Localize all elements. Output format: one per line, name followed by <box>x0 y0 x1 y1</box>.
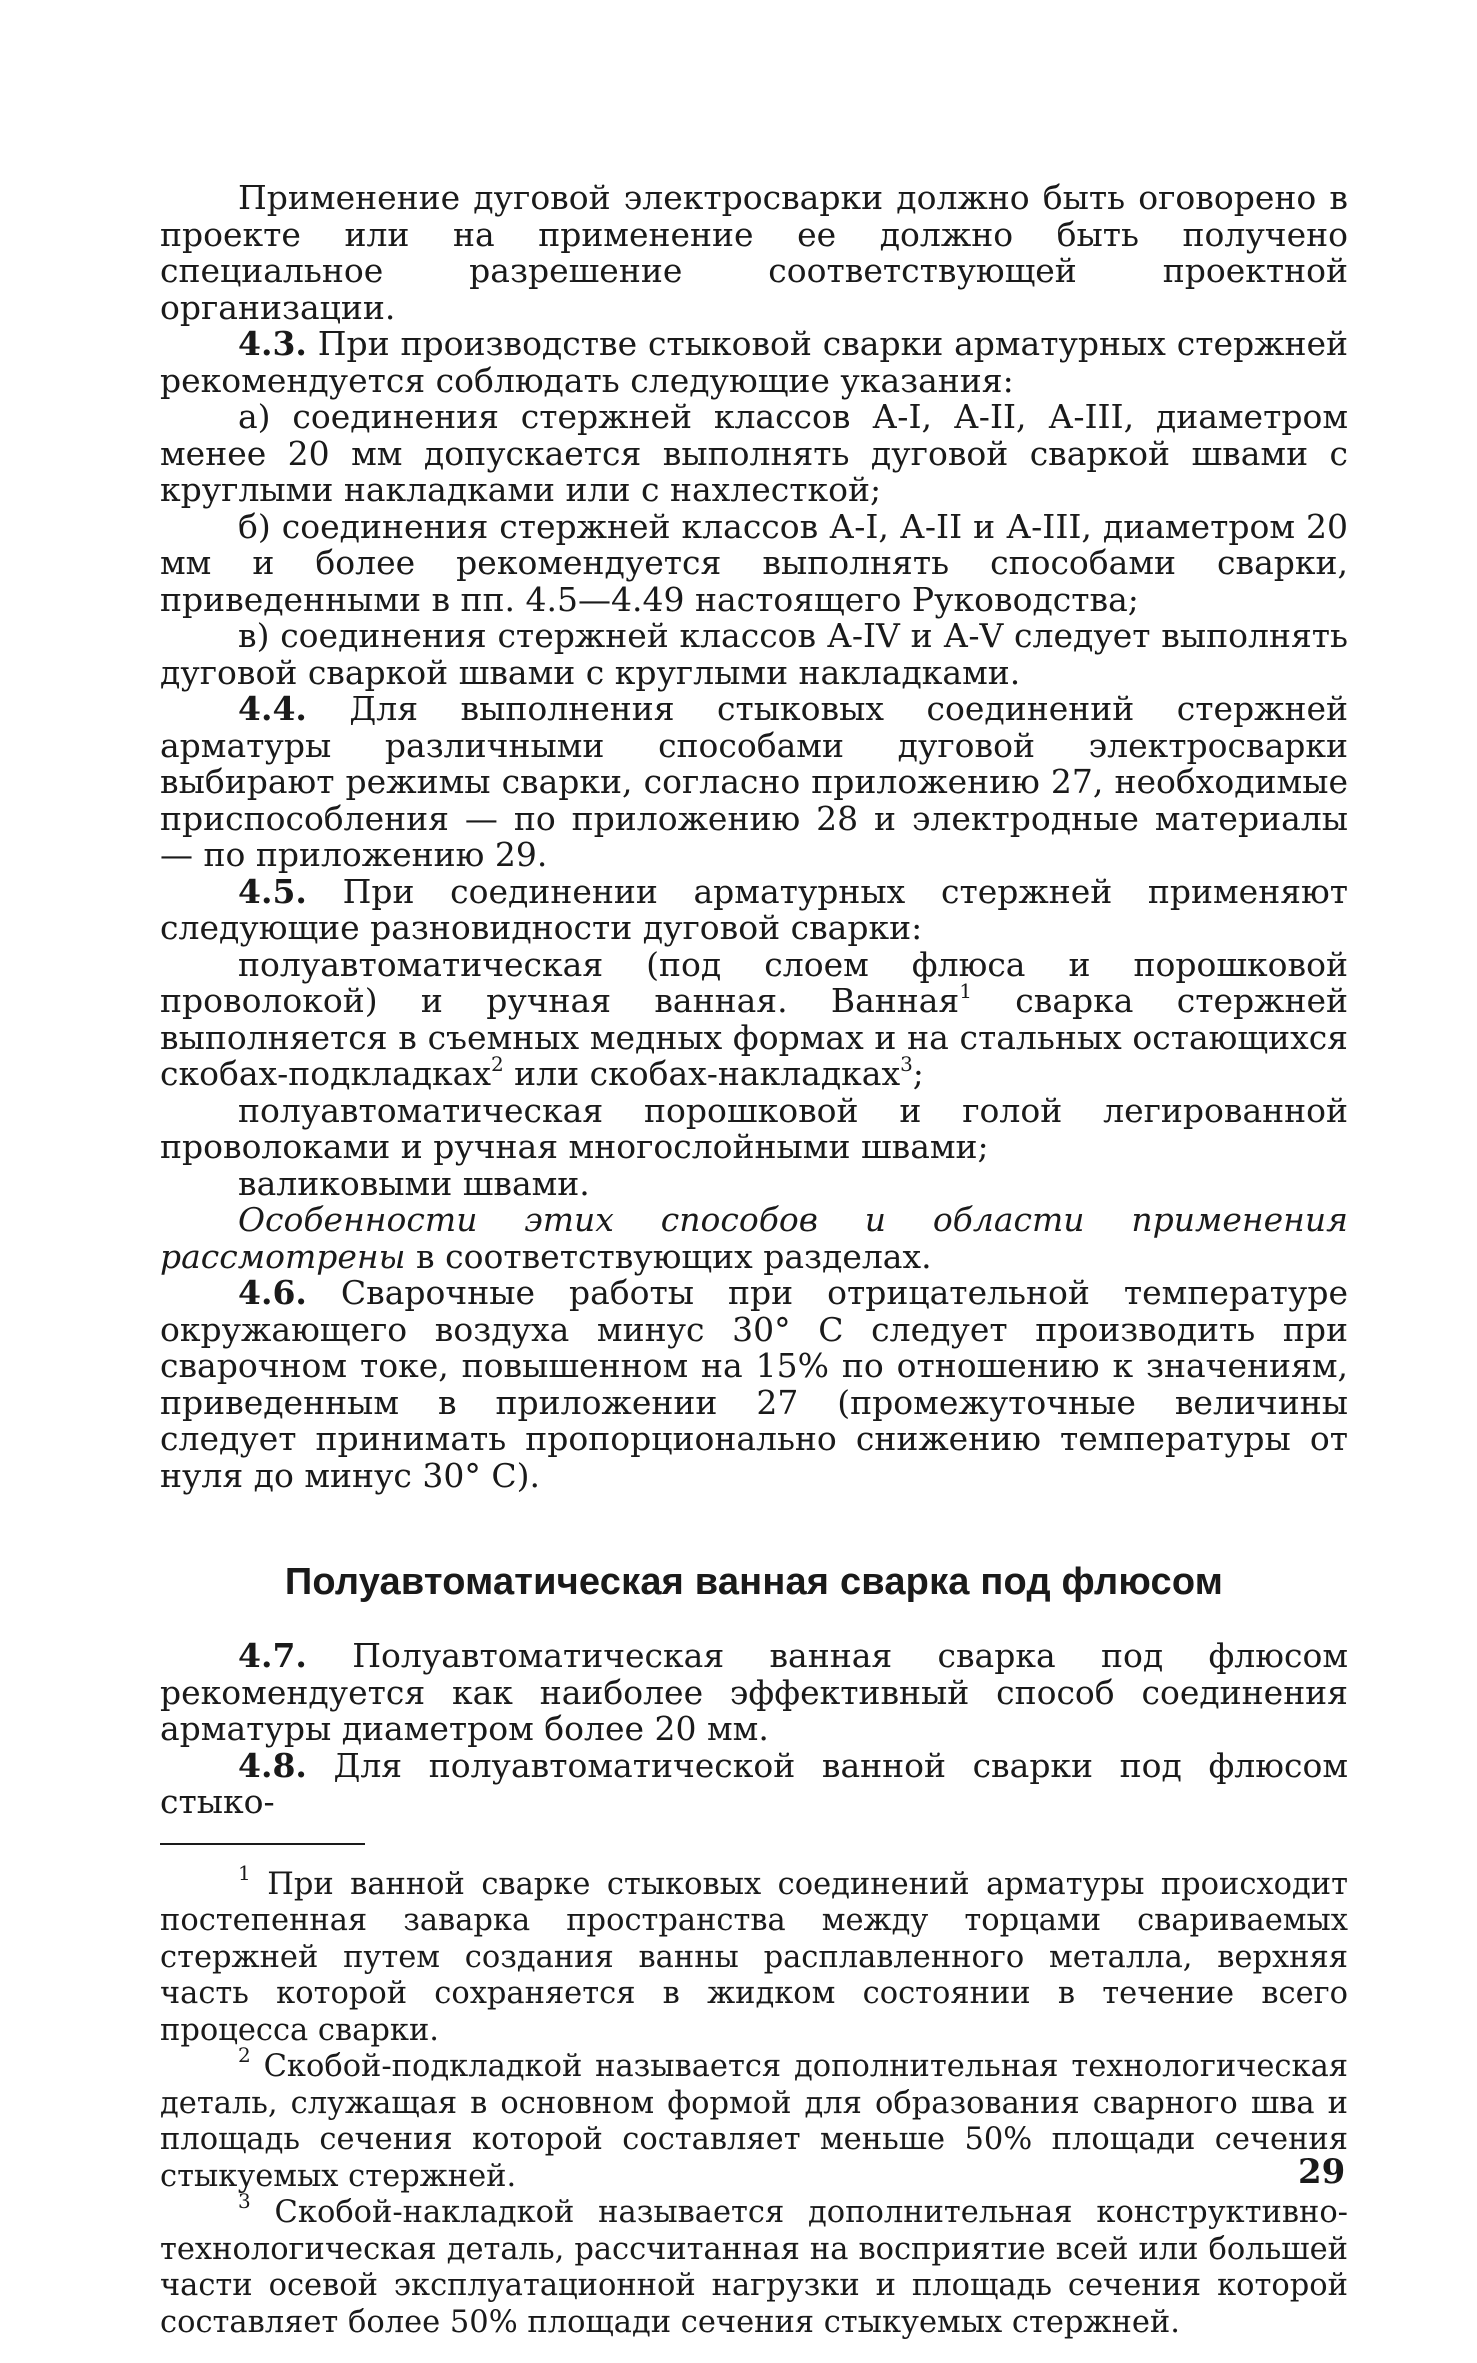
list-item-b <box>160 506 1348 619</box>
paragraph-text: или скобах-накладках <box>503 1054 901 1093</box>
clause-number: 4.4. <box>238 689 307 728</box>
paragraph-text: б) соединения стержней классов А-I, А-II и А-III, диаметром 20 мм и более рекомендуется выполнять способами сварки, приведенными в пп. 4.5—4.49 настоящего Руководства; <box>160 506 1348 619</box>
footnote-mark: 2 <box>238 2043 251 2067</box>
clause-number: 4.8. <box>238 1745 307 1785</box>
paragraph-powder-wire <box>160 1090 1348 1166</box>
footnote-3 <box>160 2189 1348 2341</box>
paragraph-text: При производстве стыковой сварки арматурных стержней рекомендуется соблюдать следующие указания: <box>160 324 1348 400</box>
footnote-ref: 2 <box>490 1052 504 1076</box>
paragraph-4-3 <box>160 326 1348 399</box>
paragraph <box>160 180 1348 326</box>
clause-number: 4.3. <box>238 324 307 363</box>
page-number: 29 <box>1298 2152 1346 2192</box>
paragraph-4-8 <box>160 1745 1348 1821</box>
footnote-mark: 1 <box>238 1860 251 1885</box>
paragraph-text: полуавтоматическая (под слоем флюса и порошковой проволокой) и ручная ванная. Ванная <box>160 944 1348 1020</box>
footnote-text: Скобой-подкладкой называется дополнительная технологическая деталь, служащая в основном формой для образования сварного шва и площадь сечения которой составляет меньше 50% площади сечения стыкуемых стержней. <box>160 2049 1348 2194</box>
footnote-1 <box>160 1860 1348 2050</box>
paragraph-features <box>160 1202 1348 1275</box>
paragraph-4-4 <box>160 691 1348 874</box>
body-text <box>160 180 1348 2341</box>
footnote-text: При ванной сварке стыковых соединений арматуры происходит постепенная заварка пространства между торцами свариваемых стержней путем создания ванны расплавленного металла, верхняя часть которой сохраняется в жидком состоянии в течение всего процесса сварки. <box>160 1866 1348 2048</box>
paragraph-text: Для выполнения стыковых соединений стержней арматуры различными способами дуговой электросварки выбирают режимы сварки, согласно приложению 27, необходимые приспособления — по приложению 28 и электродные материалы — по приложению 29. <box>160 689 1348 874</box>
paragraph-bead-welds <box>160 1163 1348 1203</box>
paragraph-text: Сварочные работы при отрицательной температуре окружающего воздуха минус 30° С следует производить при сварочном токе, повышенном на 15% по отношению к значениям, приведенным в приложении 27 (промежуточные величины следует принимать пропорционально снижению температуры от нуля до минус 30° С). <box>160 1273 1348 1495</box>
paragraph-4-5 <box>160 871 1348 947</box>
paragraph-text: а) соединения стержней классов А-I, А-II, А-III, диаметром менее 20 мм допускается выполнять дуговой сваркой швами с круглыми накладками или с нахлесткой; <box>160 397 1348 509</box>
paragraph-text: валиковыми швами. <box>238 1163 590 1203</box>
list-item-a <box>160 399 1348 509</box>
paragraph-text: в соответствующих разделах. <box>405 1236 932 1276</box>
paragraph-text: Полуавтоматическая ванная сварка под флюсом рекомендуется как наиболее эффективный способ соединения арматуры диаметром более 20 мм. <box>160 1636 1348 1748</box>
paragraph-semiautomatic <box>160 944 1349 1093</box>
section-heading: Полуавтоматическая ванная сварка под флюсом <box>284 1561 1224 1603</box>
paragraph-4-7 <box>160 1638 1348 1748</box>
paragraph-text: сварка стержней выполняется в съемных медных формах и на стальных остающихся скобах-подкладках <box>160 981 1349 1093</box>
paragraph-4-6 <box>160 1275 1348 1494</box>
footnote-divider <box>160 1843 365 1845</box>
paragraph-text: Применение дуговой электросварки должно быть оговорено в проекте или на применение ее должно быть получено специальное разрешение соответствующей проектной организации. <box>160 178 1348 327</box>
paragraph-text: ; <box>912 1054 924 1093</box>
italic-text: Особенности этих способов и области применения рассмотрены <box>160 1200 1348 1276</box>
list-item-c <box>160 618 1348 691</box>
footnote-mark: 3 <box>238 2189 251 2213</box>
footnotes <box>160 1860 1348 2342</box>
paragraph-text: полуавтоматическая порошковой и голой легированной проволоками и ручная многослойными швами; <box>160 1090 1348 1166</box>
footnote-ref: 3 <box>900 1052 913 1076</box>
clause-number: 4.6. <box>238 1273 307 1312</box>
footnote-2 <box>160 2043 1348 2195</box>
paragraph-text: При соединении арматурных стержней применяют следующие разновидности дуговой сварки: <box>160 871 1348 947</box>
clause-number: 4.7. <box>238 1636 307 1675</box>
paragraph-text: Для полуавтоматической ванной сварки под флюсом стыко- <box>160 1745 1348 1821</box>
footnote-ref: 1 <box>959 979 972 1003</box>
paragraph-text: в) соединения стержней классов А-IV и А-V следует выполнять дуговой сваркой швами с круглыми накладками. <box>160 616 1348 692</box>
clause-number: 4.5. <box>238 871 307 911</box>
footnote-text: Скобой-накладкой называется дополнительная конструктивно-технологическая деталь, рассчитанная на восприятие всей или большей части осевой эксплуатационной нагрузки и площадь сечения которой составляет более 50% площади сечения стыкуемых стержней. <box>160 2195 1348 2340</box>
